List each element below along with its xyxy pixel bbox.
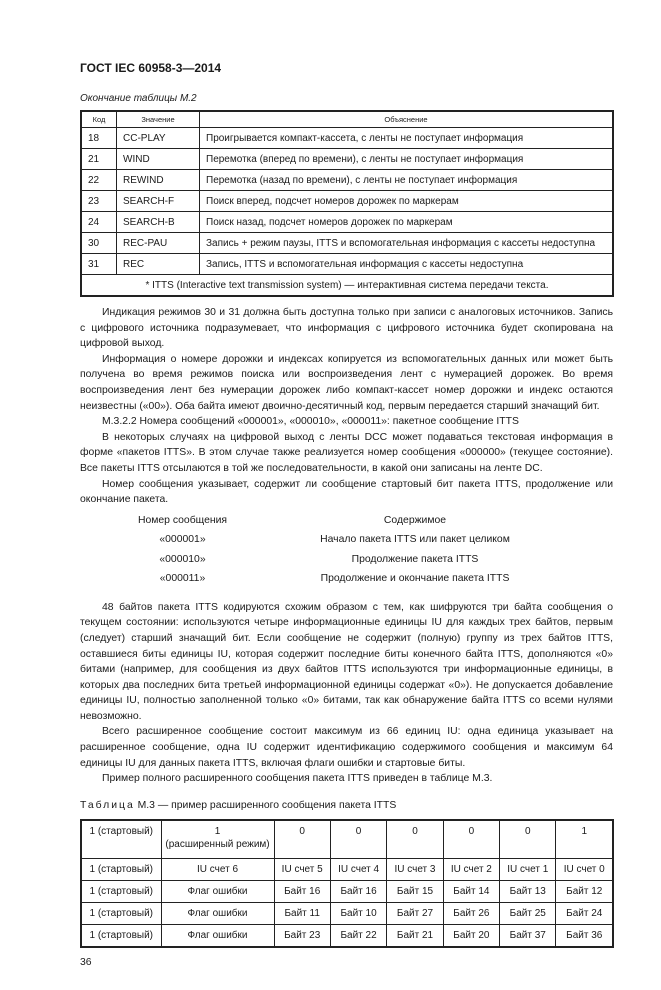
message-number: «000011»	[159, 573, 206, 585]
cell-explanation: Запись, ITTS и вспомогательная информация с кассеты недоступна	[200, 254, 614, 275]
paragraph: Номер сообщения указывает, содержит ли сообщение стартовый бит пакета ITTS, продолжение или окончание пакета.	[80, 478, 613, 506]
page-number: 36	[80, 956, 92, 968]
table-cell: Байт 37	[500, 924, 556, 947]
table-cell: 0	[443, 820, 499, 859]
table-cell: IU счет 6	[161, 858, 274, 880]
table-row	[81, 170, 613, 191]
table-footnote-row	[81, 275, 613, 297]
paragraph: Всего расширенное сообщение состоит максимум из 66 единиц IU: одна единица указывает на расширенное сообщение, одна IU содержит идентификацию содержимого сообщения и максимум 64 единицы IU для данных пакета ITTS, включая флаги ошибки и стартовые биты.	[80, 726, 613, 769]
table-cell: Флаг ошибки	[161, 924, 274, 947]
table-cell: 1	[556, 820, 613, 859]
table-label: Таблица	[80, 799, 135, 811]
paragraph: Пример полного расширенного сообщения пакета ITTS приведен в таблице М.3.	[102, 773, 493, 785]
table-m2-caption: Окончание таблицы М.2	[80, 93, 197, 104]
table-row	[81, 128, 613, 149]
table-cell: 1 (стартовый)	[81, 820, 161, 859]
paragraph: Информация о номере дорожки и индексах копируется из вспомогательных данных или может быть получена во время режимов поиска или воспроизведения лент с нумерацией дорожек. Во время воспроизведения лент без нумерации дорожек либо компакт-кассет номер дорожки и индекс остаются неизвестны («00»). Оба байта имеют двоично-десятичный код, первым передается старший значащий бит.	[80, 353, 613, 412]
table-cell: 0	[500, 820, 556, 859]
table-cell: Флаг ошибки	[161, 880, 274, 902]
table-cell: Байт 16	[274, 880, 330, 902]
cell-value: REWIND	[117, 170, 200, 191]
cell-code: 23	[81, 191, 117, 212]
cell-code: 22	[81, 170, 117, 191]
table-cell: 1 (стартовый)	[81, 858, 161, 880]
cell-explanation: Перемотка (вперед по времени), с ленты не поступает информация	[200, 149, 614, 170]
cell-explanation: Запись + режим паузы, ITTS и вспомогательная информация с кассеты недоступна	[200, 233, 614, 254]
table-row	[81, 212, 613, 233]
table-cell: Байт 10	[330, 902, 386, 924]
column-header: Код	[81, 111, 117, 128]
table-cell: Байт 27	[387, 902, 443, 924]
table-cell: IU счет 4	[330, 858, 386, 880]
list-header-number: Номер сообщения	[137, 514, 228, 526]
table-row	[81, 880, 613, 902]
table-row	[81, 149, 613, 170]
table-cell: Байт 14	[443, 880, 499, 902]
table-cell: Байт 13	[500, 880, 556, 902]
message-content: Продолжение и окончание пакета ITTS	[320, 573, 510, 585]
table-cell: 0	[387, 820, 443, 859]
table-cell: IU счет 2	[443, 858, 499, 880]
cell-value: SEARCH-F	[117, 191, 200, 212]
table-cell: Байт 26	[443, 902, 499, 924]
table-cell: 1 (стартовый)	[81, 880, 161, 902]
table-row	[81, 902, 613, 924]
paragraph: 48 байтов пакета ITTS кодируются схожим образом с тем, как шифруются три байта сообщения о текущем состоянии: используются четыре информационные единицы IU для каждых трех байтов, первым (следует) старший значащий бит. Если сообщение не содержит (полную) группу из трех байтов ITTS, оставшиеся биты единицы IU, которая содержит последние биты конечного байта ITTS, дополняются «0» битами (например, для сообщения из двух байтов ITTS используются три информационные единицы, в которых два последних бита третьей информационной единицы содержат «0»). Не допускается добавление единицы IU, полностью заполненной только «0» битами, так как обнаружение байта ITTS со всеми нулями невозможно.	[80, 601, 613, 722]
cell-value: WIND	[117, 149, 200, 170]
paragraphs-b	[80, 600, 613, 787]
table-m3-caption	[80, 799, 614, 813]
table-row	[81, 820, 613, 859]
table-cell: Байт 23	[274, 924, 330, 947]
cell-value: SEARCH-B	[117, 212, 200, 233]
table-row	[81, 858, 613, 880]
table-cell: Байт 22	[330, 924, 386, 947]
message-number: «000010»	[159, 553, 206, 565]
table-cell: Байт 15	[387, 880, 443, 902]
cell-code: 30	[81, 233, 117, 254]
table-cell: Флаг ошибки	[161, 902, 274, 924]
table-cell: IU счет 1	[500, 858, 556, 880]
list-item	[80, 533, 613, 553]
table-cell: IU счет 3	[387, 858, 443, 880]
cell-code: 21	[81, 149, 117, 170]
table-m2	[80, 110, 614, 297]
table-cell: 1 (стартовый)	[81, 924, 161, 947]
table-row	[81, 924, 613, 947]
table-row	[81, 254, 613, 275]
paragraphs-a	[80, 305, 613, 508]
table-cell: Байт 25	[500, 902, 556, 924]
cell-value: REC	[117, 254, 200, 275]
paragraph: Индикация режимов 30 и 31 должна быть доступна только при записи с аналоговых источников. Запись с цифрового источника подразумевает, что информация с цифрового источника будет скопирована на цифровой выход.	[80, 307, 613, 350]
section-heading: М.3.2.2 Номера сообщений «000001», «000010», «000011»: пакетное сообщение ITTS	[102, 416, 519, 428]
cell-value: CC-PLAY	[117, 128, 200, 149]
cell-code: 24	[81, 212, 117, 233]
table-cell: Байт 24	[556, 902, 613, 924]
table-cell: 1 (расширенный режим)	[161, 820, 274, 859]
document-page	[80, 0, 614, 990]
list-item	[80, 553, 613, 573]
paragraph: В некоторых случаях на цифровой выход с ленты DCC может подаваться текстовая информация в форме «пакетов ITTS». В этом случае также реализуется номер сообщения «000000» (текущее состояние). Все пакеты ITTS отсылаются в той же последовательности, в какой они записаны на ленте DC.	[80, 431, 613, 474]
table-cell: Байт 21	[387, 924, 443, 947]
message-content: Начало пакета ITTS или пакет целиком	[320, 534, 510, 546]
cell-explanation: Поиск вперед, подсчет номеров дорожек по маркерам	[200, 191, 614, 212]
table-cell: 0	[274, 820, 330, 859]
column-header: Объяснение	[200, 111, 614, 128]
table-cell: Байт 12	[556, 880, 613, 902]
table-cell: 1 (стартовый)	[81, 902, 161, 924]
cell-value: REC-PAU	[117, 233, 200, 254]
table-row	[81, 191, 613, 212]
cell-explanation: Поиск назад, подсчет номеров дорожек по маркерам	[200, 212, 614, 233]
list-header	[80, 514, 613, 534]
table-title: М.3 — пример расширенного сообщения пакета ITTS	[137, 799, 397, 811]
table-cell: 0	[330, 820, 386, 859]
table-footnote: * ITTS (Interactive text transmission system) — интерактивная система передачи текста.	[81, 275, 613, 297]
column-header: Значение	[117, 111, 200, 128]
cell-explanation: Проигрывается компакт-кассета, с ленты не поступает информация	[200, 128, 614, 149]
message-content: Продолжение пакета ITTS	[351, 553, 479, 565]
table-cell: Байт 11	[274, 902, 330, 924]
table-header-row	[81, 111, 613, 128]
table-cell: IU счет 0	[556, 858, 613, 880]
table-cell: Байт 36	[556, 924, 613, 947]
cell-code: 31	[81, 254, 117, 275]
table-cell: Байт 16	[330, 880, 386, 902]
list-item	[80, 572, 613, 592]
document-header: ГОСТ IEC 60958-3—2014	[80, 61, 222, 75]
table-row	[81, 233, 613, 254]
table-m3	[80, 819, 614, 948]
cell-explanation: Перемотка (назад по времени), с ленты не поступает информация	[200, 170, 614, 191]
message-number-list	[80, 514, 613, 592]
cell-code: 18	[81, 128, 117, 149]
message-number: «000001»	[159, 534, 206, 546]
table-cell: IU счет 5	[274, 858, 330, 880]
table-cell: Байт 20	[443, 924, 499, 947]
list-header-content: Содержимое	[383, 514, 447, 526]
